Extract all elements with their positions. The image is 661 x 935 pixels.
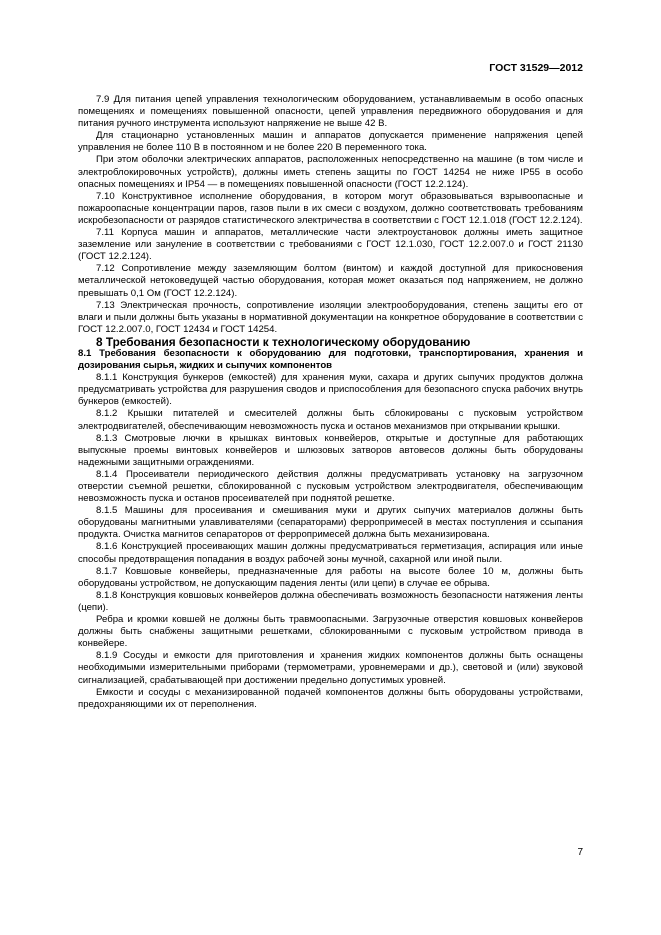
section-8-heading: 8 Требования безопасности к технологическому оборудованию bbox=[96, 334, 471, 349]
paragraph-7-11: 7.11 Корпуса машин и аппаратов, металлические части электроустановок должны иметь защитное заземление или зануление в соответствии с требованиями с ГОСТ 12.1.030, ГОСТ 12.2.007.0 и ГОСТ 21130 (ГОСТ 12.2.124). bbox=[78, 227, 583, 263]
paragraph-7-12: 7.12 Сопротивление между заземляющим болтом (винтом) и каждой доступной для прикосновения металлической нетоковедущей частью оборудования, которая может оказаться под напряжением, не должно превышать 0,1 Ом (ГОСТ 12.2.124). bbox=[78, 263, 583, 299]
paragraph: Для стационарно установленных машин и аппаратов допускается применение напряжения цепей управления не более 110 В в постоянном и не более 220 В переменного тока. bbox=[78, 130, 583, 154]
paragraph-8-1-2: 8.1.2 Крышки питателей и смесителей должны быть сблокированы с пусковым устройством электродвигателей, обеспечивающим невозможность пуска и останов механизмов при открывании крышки. bbox=[78, 408, 583, 432]
paragraph-8-1-8: 8.1.8 Конструкция ковшовых конвейеров должна обеспечивать возможность безопасности натяжения ленты (цепи). bbox=[78, 589, 583, 613]
paragraph-8-1-5: 8.1.5 Машины для просеивания и смешивания муки и других сыпучих материалов должны быть оборудованы магнитными улавливателями (сепараторами) ферропримесей в местах поступления и ссыпания продукта. Очистка магнитов сепараторов от ферропримесей должна быть механизирована. bbox=[78, 505, 583, 541]
paragraph: Ребра и кромки ковшей не должны быть травмоопасными. Загрузочные отверстия ковшовых конвейеров должны быть снабжены защитными решетками, сблокированными с пусковым устройством привода в конвейере. bbox=[78, 614, 583, 650]
paragraph: При этом оболочки электрических аппаратов, расположенных непосредственно на машине (в том числе и электроблокировочных устройств), должны иметь степень защиты по ГОСТ 14254 не ниже IP55 в особо опасных помещениях и IP54 — в помещениях повышенной опасности (ГОСТ 12.2.124). bbox=[78, 154, 583, 190]
paragraph-7-13: 7.13 Электрическая прочность, сопротивление изоляции электрооборудования, степень защиты его от влаги и пыли должны быть указаны в нормативной документации на конкретное оборудование в соответствии с ГОСТ 12.2.007.0, ГОСТ 12434 и ГОСТ 14254. bbox=[78, 299, 583, 335]
paragraph-8-1-3: 8.1.3 Смотровые лючки в крышках винтовых конвейеров, открытые и доступные для работающих выпускные проемы винтовых конвейеров и шлюзовых затворов автовесов должны быть оборудованы надежными защитными ограждениями. bbox=[78, 432, 583, 468]
paragraph-7-10: 7.10 Конструктивное исполнение оборудования, в котором могут образовываться взрывоопасные и пожароопасные концентрации паров, газов пыли в их смеси с воздухом, должно соответствовать требованиям искробезопасности от разрядов статистического электричества в соответствии с ГОСТ 12.1.018 (ГОСТ 12.2.124). bbox=[78, 190, 583, 226]
paragraph-7-9: 7.9 Для питания цепей управления технологическим оборудованием, устанавливаемым в особо опасных помещениях и помещениях повышенной опасности, цепей управления передвижного оборудования и для питания ручного инструмента используют напряжение не выше 42 В. bbox=[78, 94, 583, 130]
paragraph-8-1-1: 8.1.1 Конструкция бункеров (емкостей) для хранения муки, сахара и других сыпучих продуктов должна предусматривать устройства для разрушения сводов и приспособления для безопасного спуска рабочих внутрь бункеров (емкостей). bbox=[78, 372, 583, 408]
page-number: 7 bbox=[577, 847, 583, 858]
paragraph-8-1-6: 8.1.6 Конструкцией просеивающих машин должны предусматриваться герметизация, аспирация или иные способы предотвращения попадания в воздух рабочей зоны мучной, сахарной или иной пыли. bbox=[78, 541, 583, 565]
paragraph: Емкости и сосуды с механизированной подачей компонентов должны быть оборудованы устройствами, предохраняющими их от переполнения. bbox=[78, 686, 583, 710]
subsection-8-1-heading: 8.1 Требования безопасности к оборудованию для подготовки, транспортирования, хранения и дозирования сырья, жидких и сыпучих компонентов bbox=[78, 347, 583, 372]
paragraph-8-1-7: 8.1.7 Ковшовые конвейеры, предназначенные для работы на высоте более 10 м, должны быть оборудованы устройством, не допускающим падения ленты (или цепи) в случае ее обрыва. bbox=[78, 565, 583, 589]
document-body bbox=[78, 94, 583, 711]
paragraph-8-1-4: 8.1.4 Просеиватели периодического действия должны предусматривать установку на загрузочном отверстии съемной решетки, сблокированной с пусковым устройством электродвигателя, обеспечивающим невозможность пуска и останов просеивателей при поднятой решетке. bbox=[78, 468, 583, 505]
standard-number: ГОСТ 31529—2012 bbox=[489, 62, 583, 74]
paragraph-8-1-9: 8.1.9 Сосуды и емкости для приготовления и хранения жидких компонентов должны быть оснащены необходимыми измерительными приборами (термометрами, уровнемерами и др.), световой и (или) звуковой сигнализацией, срабатывающей при достижении предельно допустимых уровней. bbox=[78, 650, 583, 686]
